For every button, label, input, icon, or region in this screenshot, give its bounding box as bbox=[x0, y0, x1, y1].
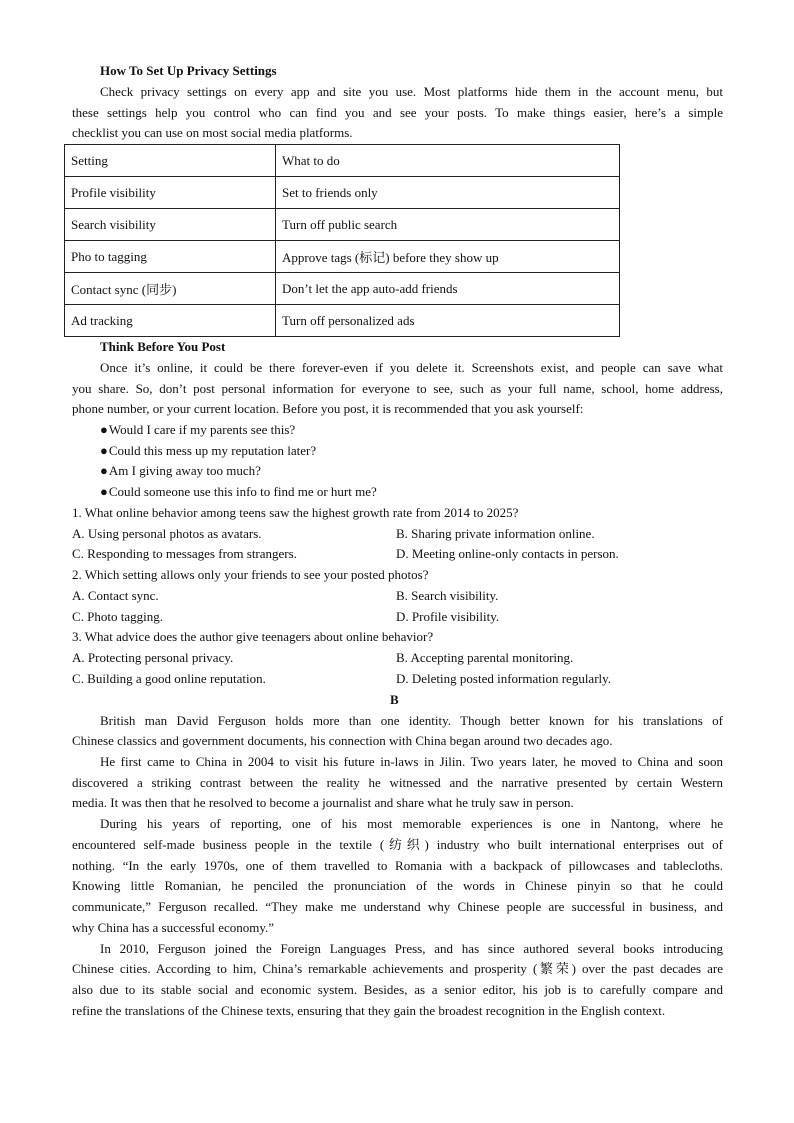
passage-line: Chinese classics and government documents, his connection with China began around two decades ago. bbox=[72, 733, 613, 748]
passage-line: Chinese cities. According to him, China’s remarkable achievements and prosperity (繁荣) over the past decades are bbox=[72, 961, 723, 976]
table-header-cell: Setting bbox=[65, 145, 276, 177]
passage-line: British man David Ferguson holds more than one identity. Though better known for his translations of bbox=[100, 713, 723, 728]
passage-line: nothing. “In the early 1970s, one of them travelled to Romania with a backpack of pillowcases and tablecloths. bbox=[72, 858, 723, 873]
table-row bbox=[65, 209, 620, 241]
section-label: B bbox=[390, 692, 399, 707]
intro-line: these settings help you control who can find you and see your posts. To make things easier, here’s a simple bbox=[72, 105, 723, 120]
setting-cell: Contact sync (同步) bbox=[65, 273, 276, 305]
table-row bbox=[65, 305, 620, 337]
bullet-item: ● Could this mess up my reputation later? bbox=[100, 441, 316, 461]
intro-line: checklist you can use on most social media platforms. bbox=[72, 125, 353, 140]
passage-line: In 2010, Ferguson joined the Foreign Languages Press, and has since authored several books introducing bbox=[100, 941, 723, 956]
question-text: 2. Which setting allows only your friends to see your posted photos? bbox=[72, 567, 429, 582]
option-c: C. Photo tagging. bbox=[72, 609, 164, 624]
body-line: Once it’s online, it could be there forever-even if you delete it. Screenshots exist, and people can save what bbox=[100, 360, 723, 375]
body-line: phone number, or your current location. Before you post, it is recommended that you ask yourself: bbox=[72, 401, 584, 416]
option-b: B. Accepting parental monitoring. bbox=[396, 650, 574, 665]
bullet-item: ● Am I giving away too much? bbox=[100, 461, 261, 481]
question-text: 3. What advice does the author give teenagers about online behavior? bbox=[72, 629, 434, 644]
option-b: B. Search visibility. bbox=[396, 588, 499, 603]
setting-cell: Ad tracking bbox=[65, 305, 276, 337]
option-d: D. Deleting posted information regularly. bbox=[396, 671, 612, 686]
bullet-item: ● Could someone use this info to find me or hurt me? bbox=[100, 482, 377, 502]
question-text: 1. What online behavior among teens saw the highest growth rate from 2014 to 2025? bbox=[72, 505, 519, 520]
table-row bbox=[65, 273, 620, 305]
setting-cell: Search visibility bbox=[65, 209, 276, 241]
passage-line: Knowing little Romanian, he penciled the pronunciation of the words in Chinese pinyin so that he could bbox=[72, 878, 723, 893]
passage-line: why China has a successful economy.” bbox=[72, 920, 275, 935]
setting-cell: Pho to tagging bbox=[65, 241, 276, 273]
action-cell: Don’t let the app auto-add friends bbox=[276, 273, 620, 305]
option-a: A. Contact sync. bbox=[72, 588, 159, 603]
intro-line: Check privacy settings on every app and site you use. Most platforms hide them in the account menu, but bbox=[100, 84, 723, 99]
option-b: B. Sharing private information online. bbox=[396, 526, 595, 541]
section-title: How To Set Up Privacy Settings bbox=[100, 63, 277, 78]
option-a: A. Using personal photos as avatars. bbox=[72, 526, 262, 541]
option-c: C. Building a good online reputation. bbox=[72, 671, 266, 686]
table-row bbox=[65, 241, 620, 273]
option-c: C. Responding to messages from strangers. bbox=[72, 546, 297, 561]
passage-line: also due to its stable social and economic system. Besides, as a senior editor, his job is to carefully compare and bbox=[72, 982, 723, 997]
table-row bbox=[65, 177, 620, 209]
passage-line: media. It was then that he resolved to become a journalist and share what he truly saw in person. bbox=[72, 795, 574, 810]
passage-line: He first came to China in 2004 to visit his future in-laws in Jilin. Two years later, he moved to China and soon bbox=[100, 754, 723, 769]
subsection-title: Think Before You Post bbox=[100, 339, 226, 354]
setting-cell: Profile visibility bbox=[65, 177, 276, 209]
passage-line: encountered self-made business people in the textile (纺织) industry who built international enterprises out of bbox=[72, 837, 723, 852]
passage-line: discovered a striking contrast between the reality he witnessed and the narrative presented by certain Western bbox=[72, 775, 723, 790]
passage-line: During his years of reporting, one of his most memorable experiences is one in Nantong, where he bbox=[100, 816, 723, 831]
body-line: you share. So, don’t post personal information for everyone to see, such as your full name, school, home address, bbox=[72, 381, 723, 396]
table-header-cell: What to do bbox=[276, 145, 620, 177]
option-d: D. Profile visibility. bbox=[396, 609, 500, 624]
action-cell: Set to friends only bbox=[276, 177, 620, 209]
action-cell: Approve tags (标记) before they show up bbox=[276, 241, 620, 273]
passage-line: refine the translations of the Chinese texts, ensuring that they gain the broadest recognition in the English context. bbox=[72, 1003, 666, 1018]
action-cell: Turn off public search bbox=[276, 209, 620, 241]
privacy-checklist-table bbox=[64, 144, 620, 337]
table-header-row bbox=[65, 145, 620, 177]
passage-line: communicate,” Ferguson recalled. “They make me understand why Chinese people are successful in business, and bbox=[72, 899, 723, 914]
option-d: D. Meeting online-only contacts in person. bbox=[396, 546, 619, 561]
action-cell: Turn off personalized ads bbox=[276, 305, 620, 337]
bullet-item: ● Would I care if my parents see this? bbox=[100, 420, 295, 440]
option-a: A. Protecting personal privacy. bbox=[72, 650, 234, 665]
